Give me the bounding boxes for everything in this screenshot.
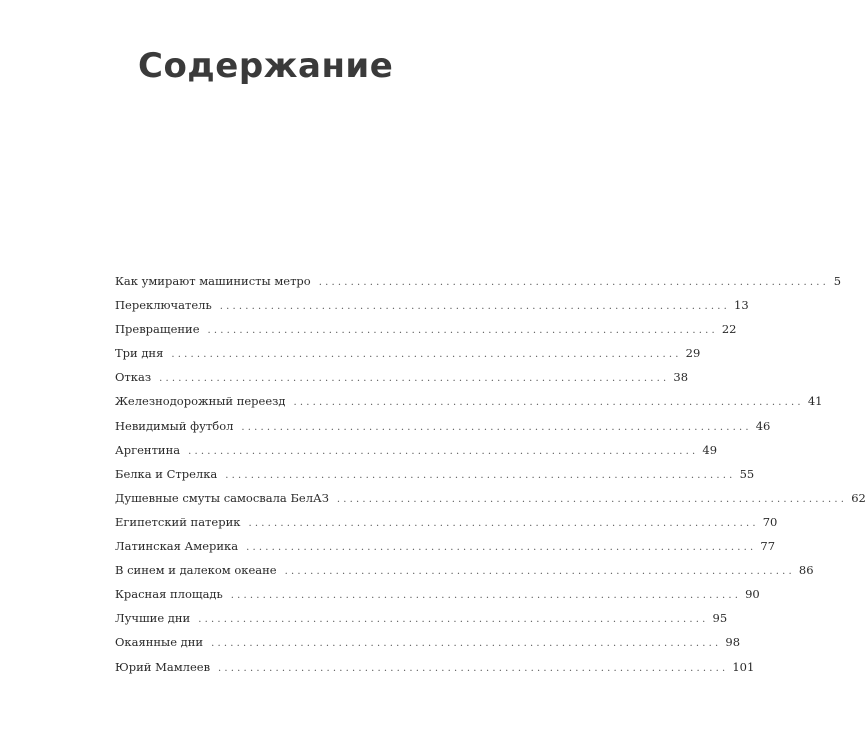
toc-entry[interactable] [115,587,760,611]
toc-entry-page: 49 [702,442,718,457]
toc-entry[interactable] [115,659,755,684]
dot-leader: ................................................................................ [284,566,795,578]
toc-entry[interactable] [115,346,701,370]
toc-entry-page: 46 [755,418,771,433]
dot-leader: ................................................................................ [241,421,752,433]
toc-entry[interactable] [115,322,737,346]
toc-entry[interactable] [115,539,776,563]
table-of-contents [115,274,866,684]
dot-leader: ................................................................................ [230,590,742,602]
dot-leader: ................................................................................ [248,517,759,529]
toc-entry-title: В синем и далеком океане [115,563,277,578]
toc-entry-title: Аргентина [115,442,181,457]
toc-entry[interactable] [115,466,755,491]
toc-entry-title: Египетский патерик [115,514,241,529]
dot-leader: ................................................................................ [246,542,757,554]
dot-leader: ................................................................................ [188,445,699,457]
dot-leader: ................................................................................ [218,662,729,674]
dot-leader: ................................................................................ [318,277,830,288]
toc-entry-page: 98 [725,635,741,650]
toc-entry-page: 70 [762,514,778,529]
toc-entry[interactable] [115,611,728,635]
dot-leader: ................................................................................ [171,349,682,361]
toc-entry-page: 29 [685,346,701,361]
toc-entry-title: Красная площадь [115,587,223,602]
toc-entry[interactable] [115,442,718,467]
toc-entry-title: Как умирают машинисты метро [115,274,311,288]
dot-leader: ................................................................................ [159,373,670,385]
toc-entry-page: 38 [673,370,689,385]
dot-leader: ................................................................................ [225,469,736,481]
toc-entry-page: 101 [732,659,755,674]
toc-entry-page: 55 [739,466,755,481]
toc-entry-title: Латинская Америка [115,539,239,554]
toc-entry-page: 22 [721,322,737,337]
dot-leader: ................................................................................ [207,325,718,337]
toc-entry-title: Душевные смуты самосвала БелАЗ [115,490,329,505]
dot-leader: ................................................................................ [336,493,848,505]
dot-leader: ................................................................................ [198,614,709,626]
toc-entry-title: Невидимый футбол [115,418,234,433]
toc-entry-page: 77 [760,539,776,554]
toc-entry-page: 41 [807,394,823,409]
toc-entry-page: 90 [745,587,760,602]
toc-entry-title: Отказ [115,370,152,385]
toc-entry[interactable] [115,563,814,587]
toc-entry-title: Железнодорожный переезд [115,394,286,409]
toc-entry-page: 95 [712,611,728,626]
toc-entry-title: Юрий Мамлеев [115,659,211,674]
toc-entry-page: 5 [833,274,842,288]
page-title: Содержание [138,46,394,86]
toc-entry[interactable] [115,274,842,298]
toc-entry-title: Лучшие дни [115,611,191,626]
toc-entry[interactable] [115,370,689,394]
toc-entry-title: Три дня [115,346,164,361]
toc-entry-page: 86 [798,563,814,578]
toc-entry-title: Окаянные дни [115,635,204,650]
toc-entry-title: Белка и Стрелка [115,466,218,481]
toc-entry[interactable] [115,490,866,515]
toc-entry[interactable] [115,298,749,322]
dot-leader: ................................................................................ [211,638,722,650]
dot-leader: ................................................................................ [219,301,730,313]
toc-entry[interactable] [115,418,771,443]
toc-entry-title: Переключатель [115,298,212,313]
toc-entry-page: 62 [851,490,866,505]
toc-entry-title: Превращение [115,322,200,337]
toc-entry[interactable] [115,514,778,539]
toc-entry[interactable] [115,635,741,659]
toc-entry[interactable] [115,394,823,418]
toc-entry-page: 13 [734,298,749,313]
dot-leader: ................................................................................ [293,397,804,409]
